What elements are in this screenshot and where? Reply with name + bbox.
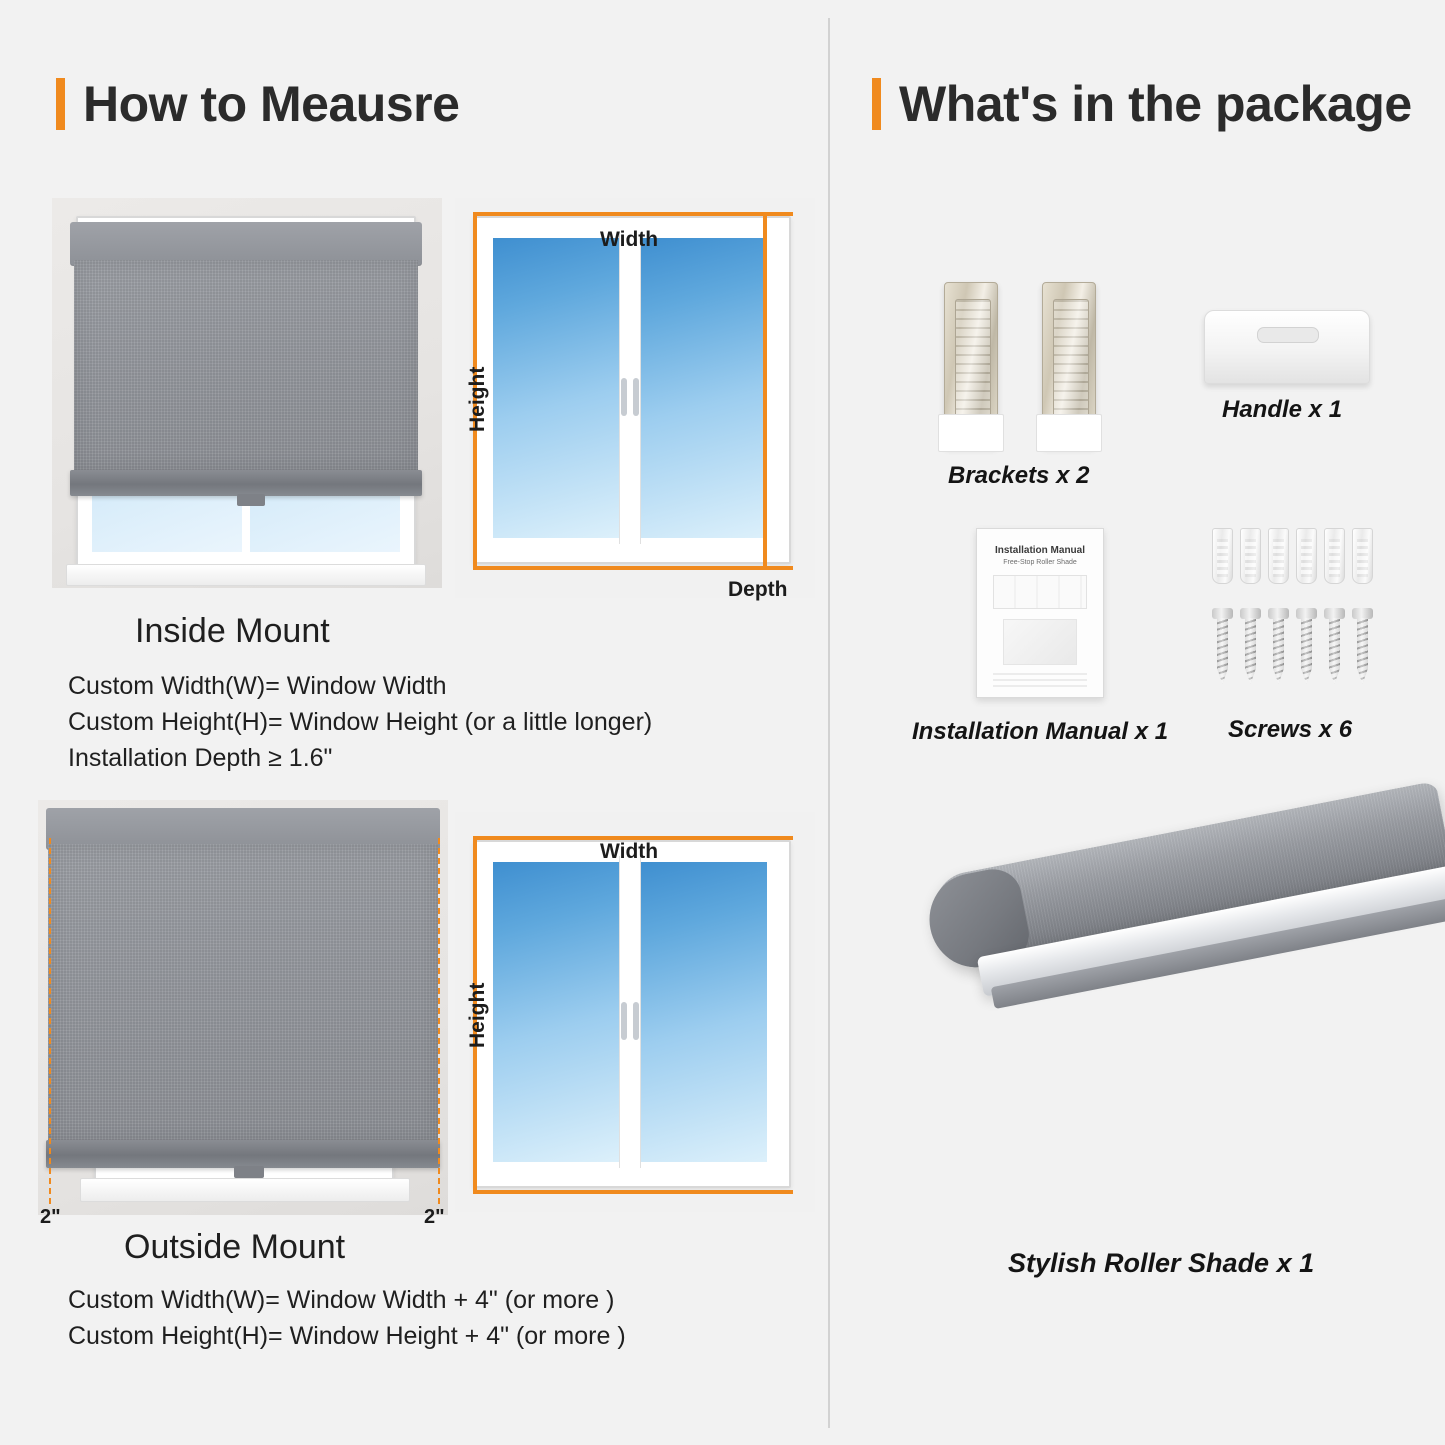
wall-anchor-3 <box>1268 528 1289 584</box>
window-sill <box>66 564 426 586</box>
outside-mount-shade-photo <box>38 800 448 1215</box>
screw-shaft <box>1273 618 1284 684</box>
bracket-foot-1 <box>938 414 1004 452</box>
screw-shaft <box>1329 618 1340 684</box>
inside-mount-shade-photo <box>52 198 442 588</box>
screw-shaft <box>1217 618 1228 684</box>
heading-accent-bar <box>872 78 881 130</box>
shade-bottom-rail <box>70 470 422 496</box>
brackets-caption: Brackets x 2 <box>948 462 1090 489</box>
shade-pull-handle <box>234 1166 264 1178</box>
window-glass-right <box>641 862 767 1162</box>
label-height-outside: Height <box>466 982 489 1048</box>
roller-shade-caption: Stylish Roller Shade x 1 <box>1008 1248 1315 1278</box>
section-heading-package <box>872 78 1412 130</box>
wall-anchor-2 <box>1240 528 1261 584</box>
heading-accent-bar <box>56 78 65 130</box>
manual-cover-title: Installation Manual <box>994 545 1085 556</box>
section-heading-how-to-measure <box>56 78 459 130</box>
shade-fabric <box>48 844 438 1142</box>
width-mark-bottom <box>475 1190 793 1194</box>
handle-caption: Handle x 1 <box>1222 396 1343 423</box>
wall-anchor-5 <box>1324 528 1345 584</box>
window-glass-left <box>493 862 619 1162</box>
manual-caption: Installation Manual x 1 <box>912 718 1169 745</box>
label-width-outside: Width <box>600 840 659 863</box>
vertical-divider <box>828 18 830 1428</box>
inside-bullet-1: Custom Width(W)= Window Width <box>68 672 447 700</box>
screw-5 <box>1327 608 1342 684</box>
outside-mount-title: Outside Mount <box>124 1228 346 1266</box>
manual-cover-image <box>1003 619 1077 665</box>
shade-fabric <box>74 260 418 472</box>
window-glass-left <box>493 238 619 538</box>
screw-1 <box>1215 608 1230 684</box>
heading-text: How to Meausre <box>83 76 460 132</box>
bracket-foot-2 <box>1036 414 1102 452</box>
handle-item <box>1204 310 1370 384</box>
manual-cover-lines <box>993 671 1087 687</box>
label-depth-inside: Depth <box>728 578 788 601</box>
screw-6 <box>1355 608 1370 684</box>
heading-text: What's in the package <box>899 76 1412 132</box>
window-handle <box>621 1002 627 1040</box>
window-sill <box>80 1178 410 1202</box>
width-mark-top <box>475 212 793 216</box>
label-overhang-left: 2" <box>40 1206 61 1228</box>
screw-head <box>1324 608 1345 619</box>
window-handle <box>621 378 627 416</box>
window-glass-right <box>641 238 767 538</box>
screw-shaft <box>1357 618 1368 684</box>
outside-bullet-2: Custom Height(H)= Window Height + 4" (or more ) <box>68 1322 626 1350</box>
inside-mount-measure-diagram <box>455 198 815 598</box>
screw-head <box>1352 608 1373 619</box>
screw-shaft <box>1245 618 1256 684</box>
shade-bottom-rail <box>46 1140 440 1168</box>
width-mark-bottom <box>475 566 793 570</box>
screw-head <box>1212 608 1233 619</box>
window-handle-2 <box>633 1002 639 1040</box>
shade-pull-handle <box>237 494 265 506</box>
manual-cover-subtitle: Free-Stop Roller Shade <box>1003 559 1077 566</box>
wall-anchor-1 <box>1212 528 1233 584</box>
manual-cover-box <box>993 575 1087 609</box>
label-overhang-right: 2" <box>424 1206 445 1228</box>
outside-mount-measure-diagram <box>455 812 815 1212</box>
inside-bullet-2: Custom Height(H)= Window Height (or a little longer) <box>68 708 653 736</box>
wall-anchor-6 <box>1352 528 1373 584</box>
screw-shaft <box>1301 618 1312 684</box>
outside-bullet-1: Custom Width(W)= Window Width + 4" (or more ) <box>68 1286 615 1314</box>
screw-head <box>1268 608 1289 619</box>
screw-2 <box>1243 608 1258 684</box>
installation-manual-item <box>976 528 1104 698</box>
window-handle-2 <box>633 378 639 416</box>
inside-bullet-3: Installation Depth ≥ 1.6" <box>68 744 333 772</box>
screw-3 <box>1271 608 1286 684</box>
label-height-inside: Height <box>466 366 489 432</box>
depth-mark <box>763 212 767 570</box>
inside-mount-title: Inside Mount <box>135 612 330 650</box>
wall-anchor-4 <box>1296 528 1317 584</box>
overhang-guide-left <box>49 838 51 1204</box>
label-width-inside: Width <box>600 228 659 251</box>
roller-shade-product <box>925 781 1445 1175</box>
screw-head <box>1240 608 1261 619</box>
overhang-guide-right <box>438 838 440 1204</box>
screws-caption: Screws x 6 <box>1228 716 1353 743</box>
screw-4 <box>1299 608 1314 684</box>
screw-head <box>1296 608 1317 619</box>
